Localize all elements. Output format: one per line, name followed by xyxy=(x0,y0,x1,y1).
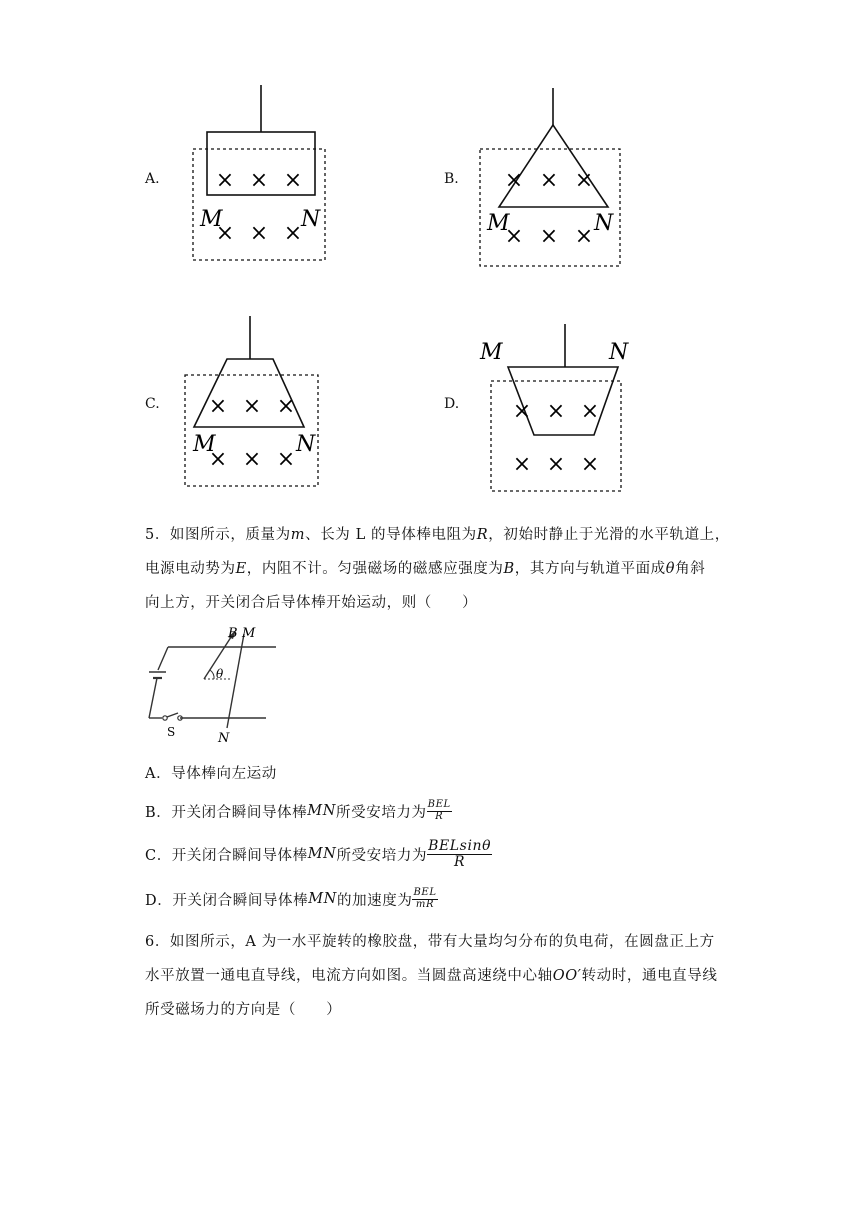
label-n: N xyxy=(301,207,321,232)
q5-option-a[interactable]: A．导体棒向左运动 xyxy=(145,766,277,782)
field-cross: × xyxy=(574,224,594,249)
fraction: $\frac{\text{BEL}}{R}$ xyxy=(427,799,451,822)
field-cross: × xyxy=(276,394,296,419)
field-cross: × xyxy=(546,399,566,424)
theta-label: θ xyxy=(216,667,224,681)
q6-stem-line-3: 所受磁场力的方向是（ ） xyxy=(145,1002,342,1018)
option-c-label[interactable]: C. xyxy=(145,396,160,412)
option-d-label[interactable]: D. xyxy=(444,396,460,412)
option-a-label[interactable]: A. xyxy=(145,171,160,187)
label-m: M xyxy=(200,207,223,232)
field-cross: × xyxy=(580,452,600,477)
label-b: B xyxy=(228,626,238,641)
field-cross: × xyxy=(283,168,303,193)
option-d-figure xyxy=(475,318,635,498)
q6-stem-line-2: 水平放置一通电直导线，电流方向如图。当圆盘高速绕中心轴OO′转动时，通电直导线 xyxy=(145,968,718,984)
field-cross: × xyxy=(208,447,228,472)
label-m: M xyxy=(480,340,503,365)
field-cross: × xyxy=(249,168,269,193)
label-n: N xyxy=(218,731,230,745)
field-cross: × xyxy=(539,224,559,249)
field-cross: × xyxy=(512,452,532,477)
option-c-figure xyxy=(180,310,330,495)
option-b-label[interactable]: B. xyxy=(444,171,459,187)
q5-stem-line-3: 向上方，开关闭合后导体棒开始运动，则（ ） xyxy=(145,595,478,611)
q5-stem-line-2: 电源电动势为E，内阻不计。匀强磁场的磁感应强度为B，其方向与轨道平面成θ角斜 xyxy=(145,561,706,577)
field-cross: × xyxy=(249,221,269,246)
field-cross: × xyxy=(215,168,235,193)
field-cross: × xyxy=(580,399,600,424)
field-cross: × xyxy=(574,168,594,193)
field-cross: × xyxy=(546,452,566,477)
option-b-figure xyxy=(475,80,630,275)
label-m: M xyxy=(487,211,510,236)
field-cross: × xyxy=(208,394,228,419)
q5-option-c[interactable]: C．开关闭合瞬间导体棒 MN 所受安培力为 $\frac{\text{BELsinθ}}{R}$ xyxy=(145,837,492,870)
field-cross: × xyxy=(242,394,262,419)
field-cross: × xyxy=(539,168,559,193)
q6-stem-line-1: 6．如图所示，A 为一水平旋转的橡胶盘，带有大量均匀分布的负电荷，在圆盘正上方 xyxy=(145,934,715,950)
field-cross: × xyxy=(215,221,235,246)
field-cross: × xyxy=(276,447,296,472)
field-cross: × xyxy=(504,224,524,249)
field-cross: × xyxy=(242,447,262,472)
option-a-figure xyxy=(190,80,340,270)
label-n: N xyxy=(594,211,614,236)
field-cross: × xyxy=(512,399,532,424)
fraction: $\frac{\text{BEL}}{mR}$ xyxy=(413,887,437,910)
label-n: N xyxy=(296,432,316,457)
label-n: N xyxy=(609,340,629,365)
q5-stem-line-1: 5．如图所示，质量为m、长为 L 的导体棒电阻为R，初始时静止于光滑的水平轨道上， xyxy=(145,527,730,543)
field-cross: × xyxy=(504,168,524,193)
label-s: S xyxy=(167,725,176,739)
q5-circuit-figure xyxy=(140,620,285,745)
q5-option-b[interactable]: B．开关闭合瞬间导体棒 MN 所受安培力为 $\frac{\text{BEL}}{R}$ xyxy=(145,799,451,822)
field-cross: × xyxy=(283,221,303,246)
q5-option-d[interactable]: D．开关闭合瞬间导体棒 MN 的加速度为 $\frac{\text{BEL}}{mR}$ xyxy=(145,887,437,910)
fraction: $\frac{\text{BELsinθ}}{R}$ xyxy=(428,837,492,870)
label-m: M xyxy=(242,626,256,641)
label-m: M xyxy=(193,432,216,457)
